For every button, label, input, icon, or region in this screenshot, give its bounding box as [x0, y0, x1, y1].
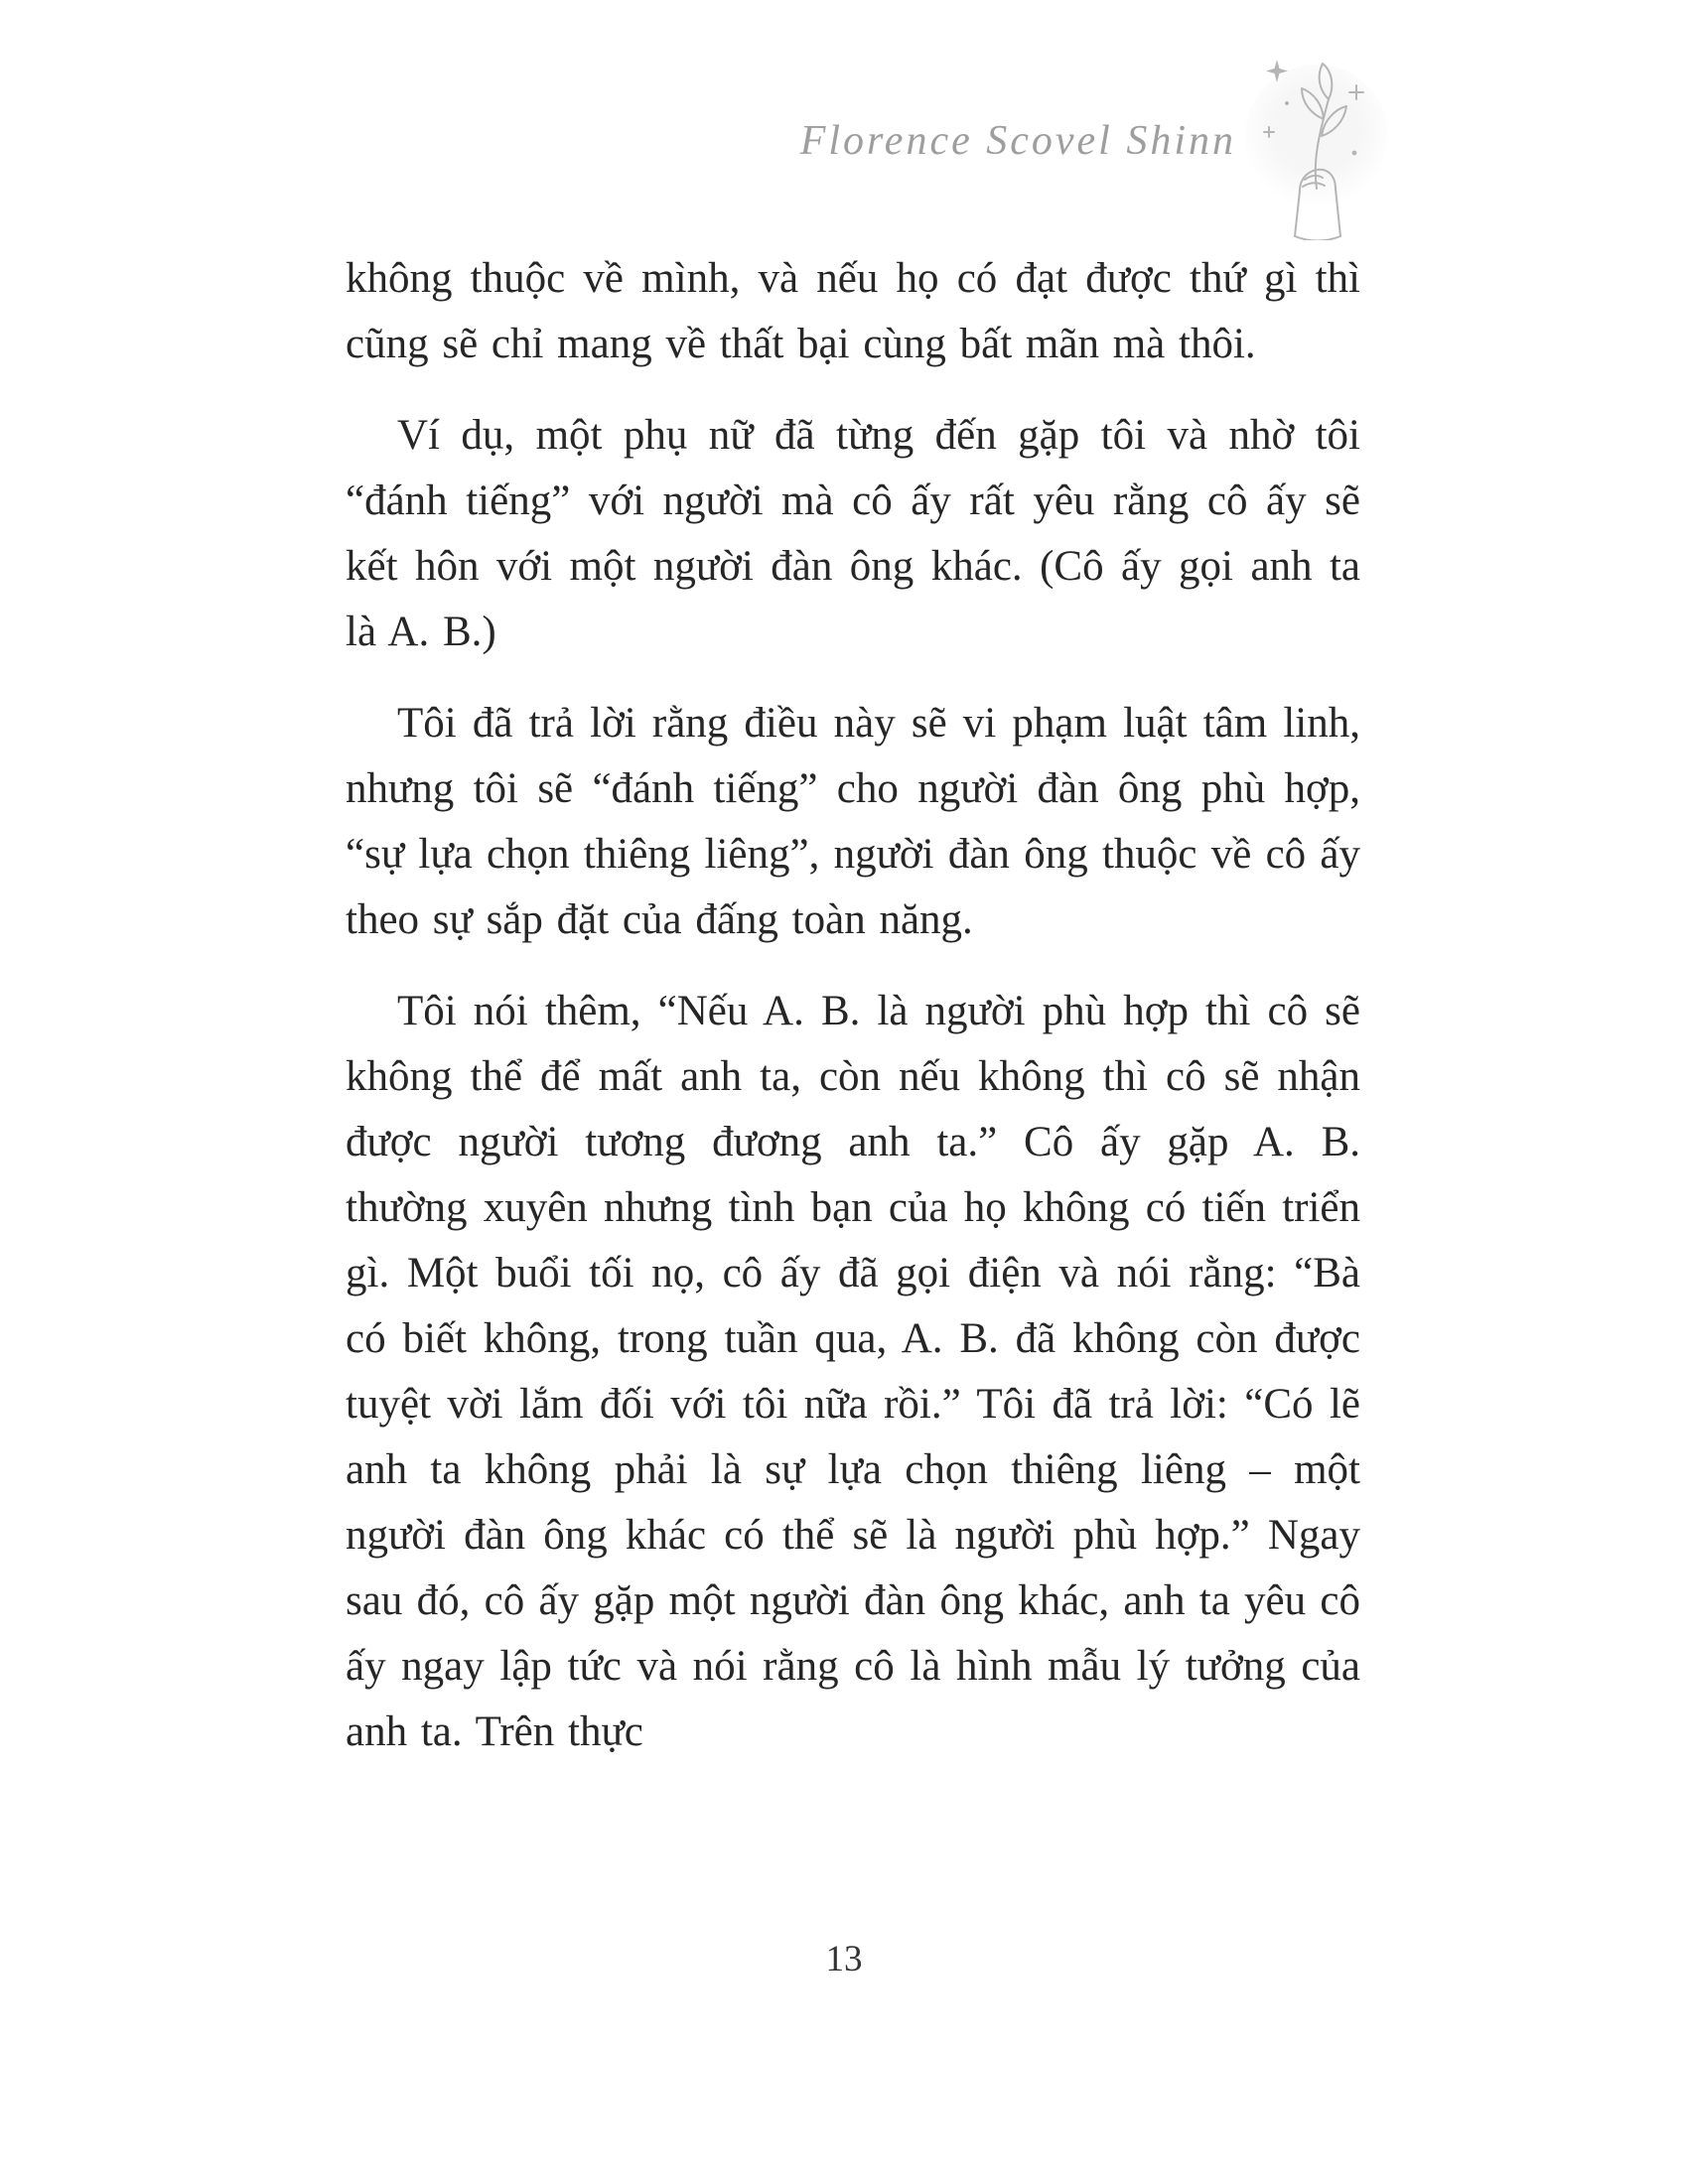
body-paragraph: Tôi nói thêm, “Nếu A. B. là người phù hợp thì cô sẽ không thể để mất anh ta, còn nếu không thì cô sẽ nhận được người tương đương anh ta.” Cô ấy gặp A. B. thường xuyên nhưng tình bạn của họ không có tiến triển gì. Một buổi tối nọ, cô ấy đã gọi điện và nói rằng: “Bà có biết không, trong tuần qua, A. B. đã không còn được tuyệt vời lắm đối với tôi nữa rồi.” Tôi đã trả lời: “Có lẽ anh ta không phải là sự lựa chọn thiêng liêng – một người đàn ông khác có thể sẽ là người phù hợp.” Ngay sau đó, cô ấy gặp một người đàn ông khác, anh ta yêu cô ấy ngay lập tức và nói rằng cô là hình mẫu lý tưởng của anh ta. Trên thực — [346, 988, 1360, 1755]
page-number: 13 — [825, 1939, 863, 1979]
body-paragraph: Ví dụ, một phụ nữ đã từng đến gặp tôi và nhờ tôi “đánh tiếng” với người mà cô ấy rất yêu rằng cô ấy sẽ kết hôn với một người đàn ông khác. (Cô ấy gọi anh ta là A. B.) — [346, 412, 1360, 655]
running-header-author: Florence Scovel Shinn — [799, 118, 1236, 164]
hand-holding-leaves-icon — [1239, 42, 1388, 240]
body-text — [346, 246, 1360, 1791]
body-paragraph: không thuộc về mình, và nếu họ có đạt được thứ gì thì cũng sẽ chỉ mang về thất bại cùng bất mãn mà thôi. — [346, 255, 1360, 367]
body-paragraph: Tôi đã trả lời rằng điều này sẽ vi phạm luật tâm linh, nhưng tôi sẽ “đánh tiếng” cho người đàn ông phù hợp, “sự lựa chọn thiêng liêng”, người đàn ông thuộc về cô ấy theo sự sắp đặt của đấng toàn năng. — [346, 700, 1360, 943]
